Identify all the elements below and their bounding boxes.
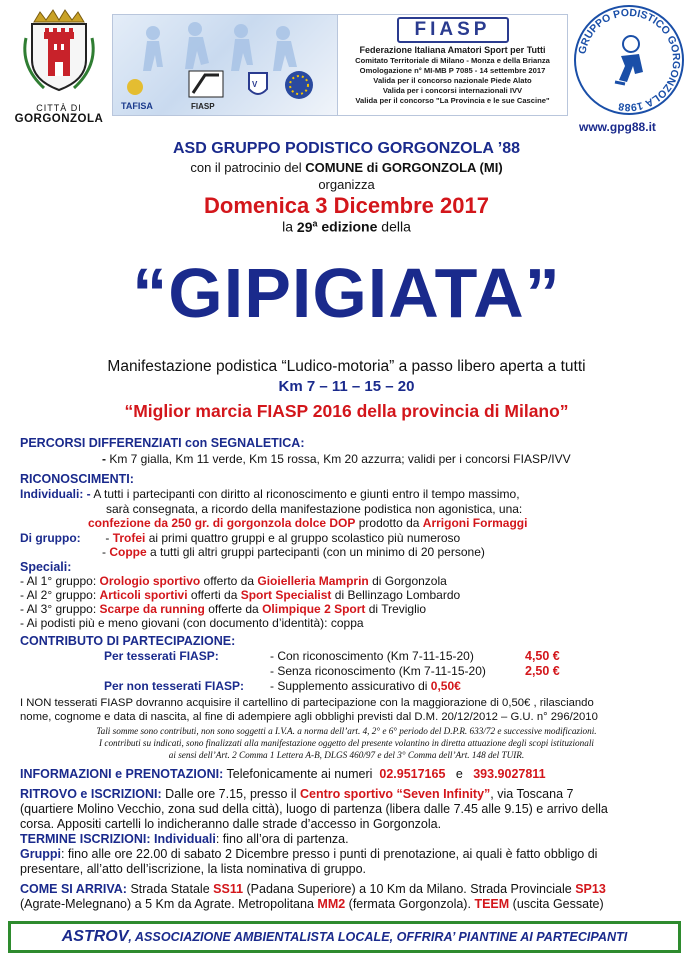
tower-crest-icon: [10, 8, 108, 92]
footer-text: ASTROV, ASSOCIAZIONE AMBIENTALISTA LOCALE, OFFRIRA’ PIANTINE AI PARTECIPANTI: [61, 928, 628, 945]
header: [0, 0, 693, 138]
gruppo-line2: - Coppe a tutti gli altri gruppi partecipanti (con un minimo di 20 persone): [102, 545, 485, 559]
svg-text:V: V: [252, 80, 258, 89]
gpg-club-logo: [573, 4, 685, 116]
tesserati-label: Per tesserati FIASP:: [104, 649, 219, 663]
individuali-line2: sarà consegnata, a ricordo della manifestazione podistica non agonistica, una:: [106, 502, 523, 516]
runner-badge-icon: [573, 4, 685, 116]
termine-line: TERMINE ISCRIZIONI: Individuali: fino all’ora di partenza.: [20, 832, 349, 846]
fiasp-line: Valida per i concorsi internazionali IVV: [382, 86, 523, 95]
fiasp-line: Valida per il concorso "La Provincia e le sue Cascine": [355, 96, 550, 105]
footer-banner: [8, 921, 681, 953]
event-description: Manifestazione podistica “Ludico-motoria” a passo libero aperta a tutti: [107, 358, 586, 375]
note-line: nome, cognome e data di nascita, al fine di adempiere agli obblighi previsti dal D.M. 20/12/2012 – G.U. n° 296/2010: [20, 711, 598, 723]
fiasp-info: [337, 15, 567, 115]
legal-note: I contributi su indicati, sono finalizzati alla manifestazione oggetto del presente volantino in diretta attuazione degli scopi istituzionali: [99, 738, 594, 748]
patronage-comune: COMUNE di GORGONZOLA (MI): [305, 160, 503, 175]
non-tesserati-label: Per non tesserati FIASP:: [104, 679, 245, 693]
event-date: Domenica 3 Dicembre 2017: [204, 193, 489, 218]
speciali-last: - Ai podisti più e meno giovani (con documento d’identità): coppa: [20, 616, 364, 630]
astrov-name: ASTROV: [61, 928, 129, 945]
tafisa-label: TAFISA: [121, 101, 153, 111]
percorsi-text: - Km 7 gialla, Km 11 verde, Km 15 rossa, Km 20 azzurra; validi per i concorsi FIASP/IVV: [102, 452, 571, 466]
legal-note: Tali somme sono contributi, non sono soggetti a I.V.A. a norma dell’art. 4, 2° e 6° periodo del D.P.R. 633/72 e successive modificazioni.: [96, 726, 597, 736]
gruppi-line1: Gruppi: fino alle ore 22.00 di sabato 2 Dicembre presso i punti di prenotazione, ai quali è fatto obbligo di: [20, 847, 598, 861]
info-line: INFORMAZIONI e PRENOTAZIONI: Telefonicamente ai numeri 02.9517165 e 393.9027811: [20, 767, 546, 781]
edition-line: [0, 218, 693, 235]
edition-number: 29$^a$: [296, 218, 318, 235]
edition-pre: la: [282, 218, 294, 235]
legal-note: ai sensi dell’Art. 2 Comma 1 Lettera A-B, DLGS 460/97 e del 3° Comma dell’Art. 148 del TUIR.: [168, 750, 525, 760]
runners-graphic: [113, 15, 337, 115]
speciali-item: - Al 2° gruppo: Articoli sportivi offerti da Sport Specialist di Bellinzago Lombardo: [20, 588, 461, 602]
event-title: “GIPIGIATA”: [132, 254, 561, 332]
price-row-3: - Supplemento assicurativo di 0,50€: [270, 679, 461, 693]
phone-1: 02.9517165: [379, 767, 446, 781]
fiasp-banner: [112, 14, 568, 116]
gruppi-line2: presentare, all’atto dell’iscrizione, la lista nominativa di gruppo.: [20, 862, 367, 876]
gruppo-line1: Di gruppo: - Trofei ai primi quattro gruppi e al gruppo scolastico più numeroso: [20, 531, 461, 545]
phone-2: 393.9027811: [473, 767, 546, 781]
city-label: CITTÀ DI: [36, 103, 82, 113]
percorsi-heading: PERCORSI DIFFERENZIATI con SEGNALETICA:: [20, 436, 305, 450]
ritrovo-line2: (quartiere Molino Vecchio, zona sud della città), luogo di partenza (libera dalle 7.45 alle 9.15) e arrivo della: [20, 802, 608, 816]
runners-silhouettes-icon: [113, 15, 337, 115]
individuali-line1: Individuali: - A tutti i partecipanti con diritto al riconoscimento e giunti entro il tempo massimo,: [20, 487, 520, 501]
patronage-pre: con il patrocinio del: [190, 160, 302, 175]
arrivo-line2: (Agrate-Melegnano) a 5 Km da Agrate. Metropolitana MM2 (fermata Gorgonzola). TEEM (uscita Gessate): [20, 897, 604, 911]
fiasp-line: Comitato Territoriale di Milano - Monza e della Brianza: [355, 56, 550, 65]
note-line: I NON tesserati FIASP dovranno acquisire il cartellino di partecipazione con la maggiorazione di 0,50€ , rilasciando: [20, 697, 594, 709]
fiasp-line: Federazione Italiana Amatori Sport per Tutti: [359, 45, 546, 55]
patronage-line: [0, 160, 693, 175]
riconoscimenti-heading: RICONOSCIMENTI:: [20, 472, 134, 486]
contributo-heading: CONTRIBUTO DI PARTECIPAZIONE:: [20, 634, 236, 648]
gpg-ring-text: GRUPPO PODISTICO GORGONZOLA 1988: [576, 6, 683, 114]
distances: Km 7 – 11 – 15 – 20: [278, 378, 415, 395]
price-row-2: - Senza riconoscimento (Km 7-11-15-20): [270, 664, 486, 678]
speciali-item: - Al 3° gruppo: Scarpe da running offerte da Olimpique 2 Sport di Treviglio: [20, 602, 427, 616]
arrivo-line1: COME SI ARRIVA: Strada Statale SS11 (Padana Superiore) a 10 Km da Milano. Strada Provinciale SP13: [20, 882, 606, 896]
speciali-heading: Speciali:: [20, 560, 72, 574]
edition-tail: della: [381, 218, 411, 235]
organizza-label: organizza: [318, 177, 375, 192]
website-link[interactable]: www.gpg88.it: [579, 120, 656, 134]
ritrovo-line1: RITROVO e ISCRIZIONI: Dalle ore 7.15, presso il Centro sportivo “Seven Infinity”, via Toscana 7: [20, 787, 574, 801]
speciali-item: - Al 1° gruppo: Orologio sportivo offerto da Gioielleria Mamprin di Gorgonzola: [20, 574, 447, 588]
edition-word: edizione: [321, 218, 378, 235]
price-row-1: - Con riconoscimento (Km 7-11-15-20): [270, 649, 474, 663]
price-2: 2,50 €: [525, 664, 560, 678]
ritrovo-line3: corsa. Appositi cartelli lo indicheranno dalle strade d’accesso in Gorgonzola.: [20, 817, 442, 831]
fiasp-line: Omologazione n° MI-MB P 7085 - 14 settembre 2017: [359, 66, 546, 75]
city-coat-of-arms: [10, 8, 108, 126]
city-name: GORGONZOLA: [14, 113, 104, 125]
fiasp-line: Valida per il concorso nazionale Piede Alato: [373, 76, 532, 85]
fiasp-small-label: FIASP: [191, 102, 215, 111]
award-line: “Miglior marcia FIASP 2016 della provincia di Milano”: [124, 401, 569, 421]
organizer-name: ASD GRUPPO PODISTICO GORGONZOLA ’88: [173, 140, 520, 157]
fiasp-title: FIASP: [397, 17, 509, 43]
price-1: 4,50 €: [525, 649, 560, 663]
prize-line: confezione da 250 gr. di gorgonzola dolce DOP prodotto da Arrigoni Formaggi: [88, 516, 528, 530]
